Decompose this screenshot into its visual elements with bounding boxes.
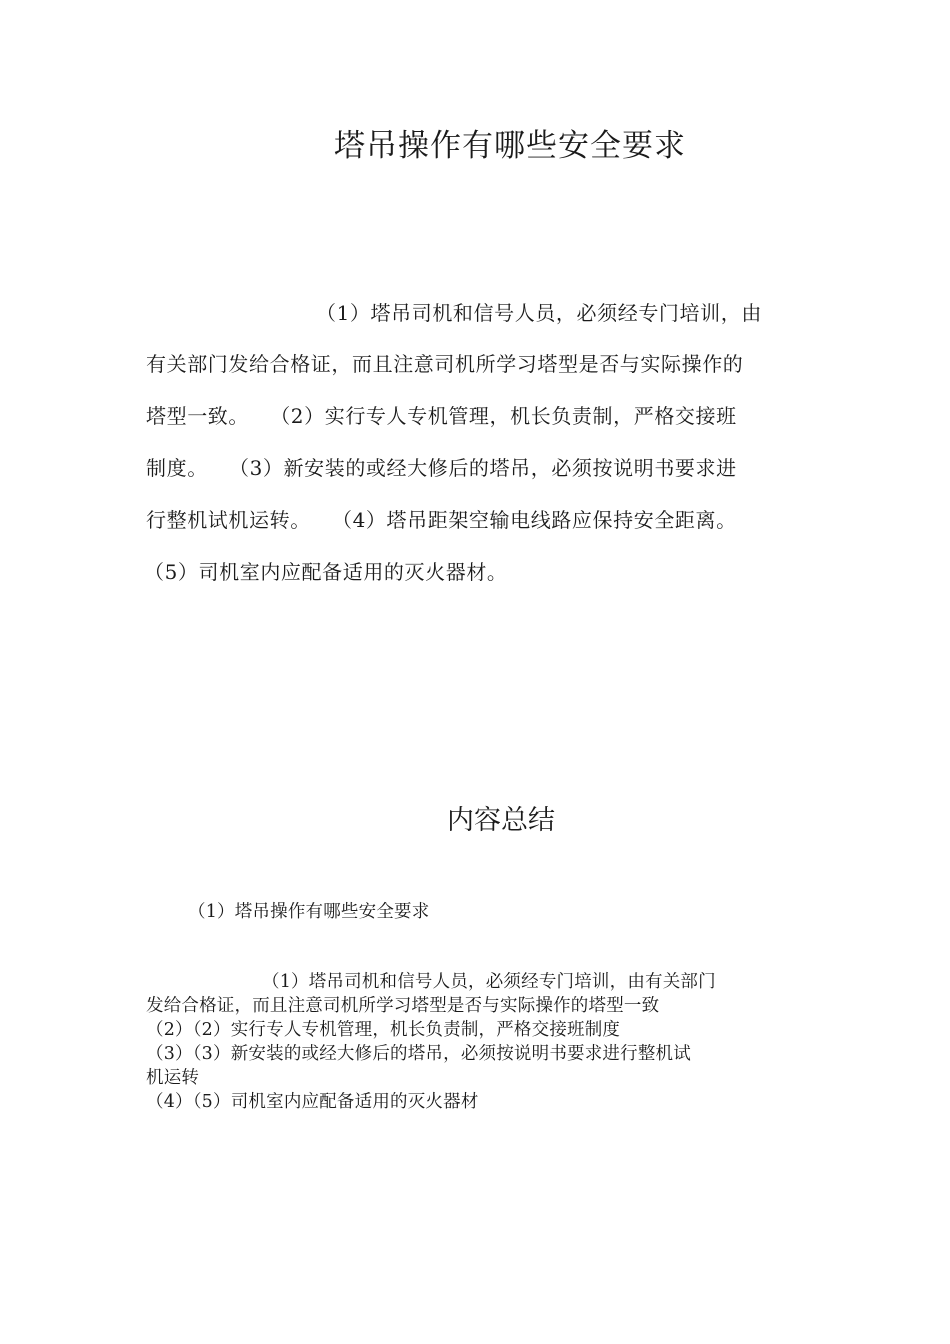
summary-line: （2）（2）实行专人专机管理，机长负责制，严格交接班制度: [146, 1020, 621, 1040]
summary-heading: （1）塔吊操作有哪些安全要求: [188, 902, 430, 922]
body-line: （1）塔吊司机和信号人员，必须经专门培训，由: [316, 301, 762, 325]
summary-line: （3）（3）新安装的或经大修后的塔吊，必须按说明书要求进行整机试: [146, 1044, 691, 1064]
summary-title: 内容总结: [447, 805, 555, 836]
summary-line: 机运转: [146, 1068, 200, 1088]
summary-line: 发给合格证，而且注意司机所学习塔型是否与实际操作的塔型一致: [146, 996, 660, 1016]
body-line: （5）司机室内应配备适用的灭火器材。: [144, 560, 508, 584]
summary-line: （4）（5）司机室内应配备适用的灭火器材: [146, 1092, 479, 1112]
body-line: 塔型一致。 （2）实行专人专机管理，机长负责制，严格交接班: [146, 404, 737, 428]
body-line: 有关部门发给合格证，而且注意司机所学习塔型是否与实际操作的: [146, 352, 744, 376]
body-line: 制度。 （3）新安装的或经大修后的塔吊，必须按说明书要求进: [146, 456, 737, 480]
body-line: 行整机试机运转。 （4）塔吊距架空输电线路应保持安全距离。: [146, 508, 737, 532]
summary-line: （1）塔吊司机和信号人员，必须经专门培训，由有关部门: [262, 972, 716, 992]
document-title: 塔吊操作有哪些安全要求: [334, 128, 686, 164]
